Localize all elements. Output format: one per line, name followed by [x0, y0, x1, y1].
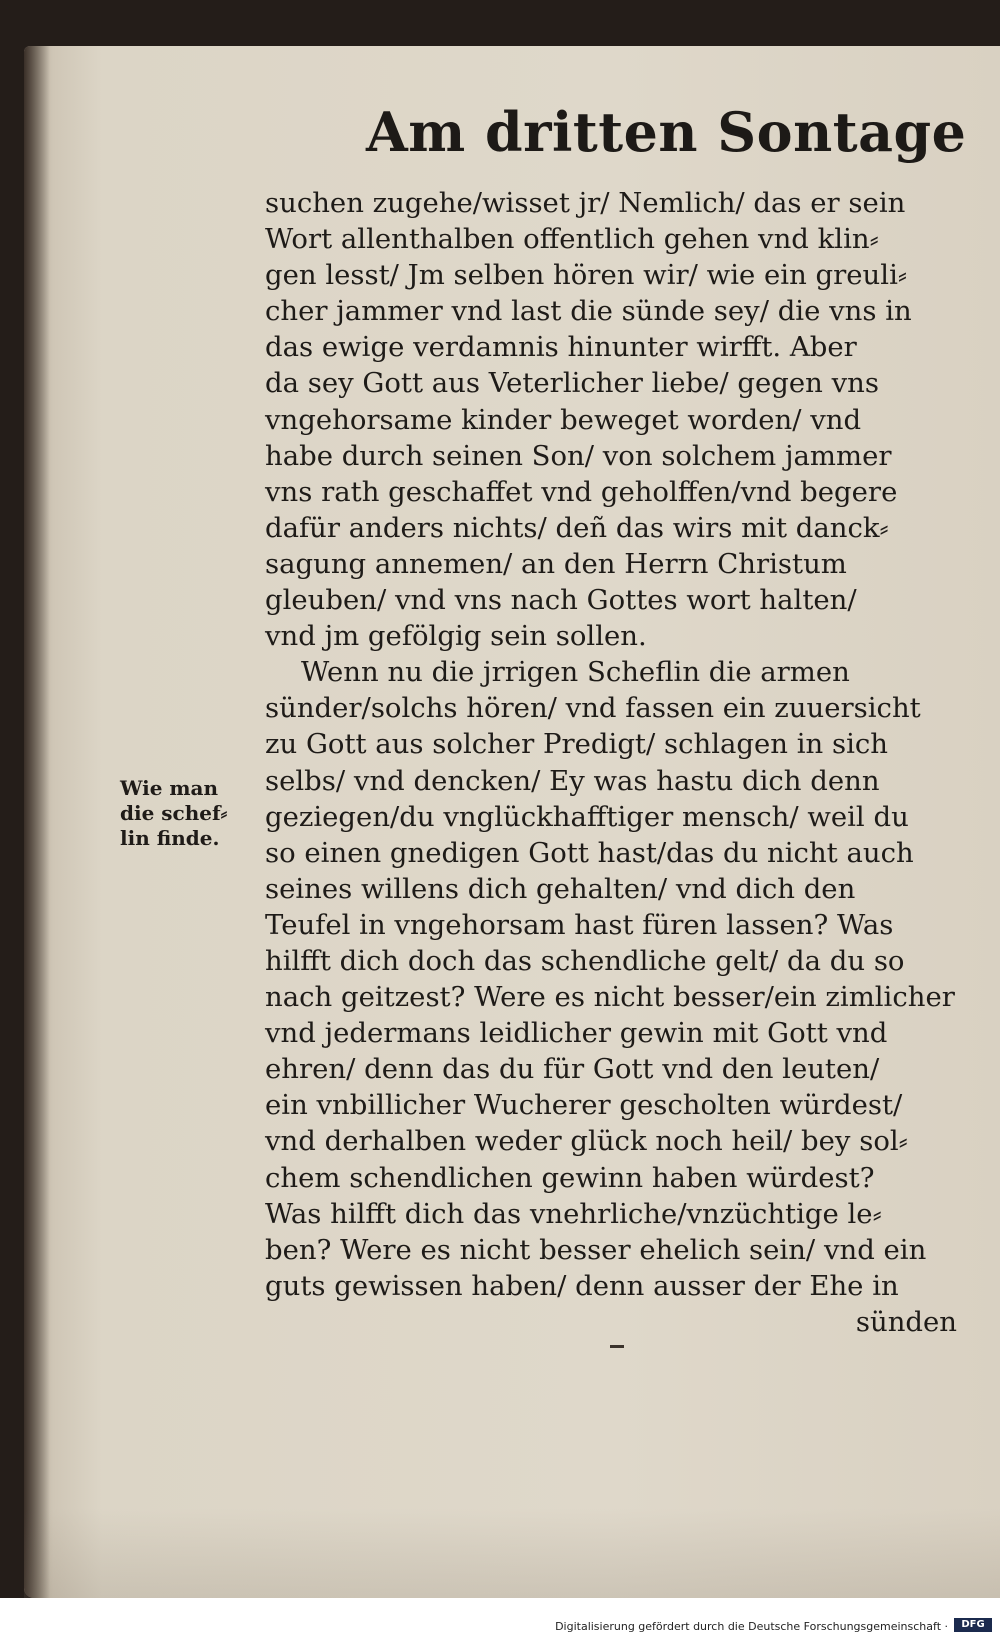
text-line: Teufel in vngehorsam hast füren lassen? Was	[265, 908, 894, 941]
text-line: das ewige verdamnis hinunter wirfft. Aber	[265, 331, 857, 364]
text-line: Wenn nu die jrrigen Scheflin die armen	[301, 656, 850, 689]
text-line: da sey Gott aus Veterlicher liebe/ gegen vns	[265, 367, 879, 400]
marginal-note	[120, 776, 260, 851]
text-line: sagung annemen/ an den Herrn Christum	[265, 547, 847, 580]
body-text	[265, 185, 965, 1340]
text-line: seines willens dich gehalten/ vnd dich den	[265, 872, 856, 905]
text-line: selbs/ vnd dencken/ Ey was hastu dich denn	[265, 764, 880, 797]
text-line: sünder/solchs hören/ vnd fassen ein zuuersicht	[265, 692, 921, 725]
text-line: geziegen/du vnglückhafftiger mensch/ weil du	[265, 800, 909, 833]
dfg-logo: DFG	[954, 1618, 992, 1632]
running-head: Am dritten Sontage	[366, 100, 967, 164]
text-line: gleuben/ vnd vns nach Gottes wort halten/	[265, 584, 857, 617]
printer-mark	[610, 1345, 624, 1348]
marginal-note-line: Wie man	[120, 776, 219, 800]
text-line: dafür anders nichts/ deñ das wirs mit danck⸗	[265, 511, 889, 544]
text-line: vnd jedermans leidlicher gewin mit Gott vnd	[265, 1017, 888, 1050]
page-bottom-fade	[24, 1508, 1000, 1598]
text-line: vngehorsame kinder beweget worden/ vnd	[265, 403, 862, 436]
marginal-note-line: die schef⸗	[120, 801, 228, 825]
text-line: gen lesst/ Jm selben hören wir/ wie ein greuli⸗	[265, 259, 908, 292]
marginal-note-line: lin finde.	[120, 826, 220, 850]
text-line: zu Gott aus solcher Predigt/ schlagen in sich	[265, 728, 889, 761]
text-line: hilfft dich doch das schendliche gelt/ da du so	[265, 944, 905, 977]
text-line: ein vnbillicher Wucherer gescholten würdest/	[265, 1089, 903, 1122]
gutter-shadow	[24, 46, 50, 1598]
text-line: habe durch seinen Son/ von solchem jammer	[265, 439, 892, 472]
text-line: chem schendlichen gewinn haben würdest?	[265, 1161, 875, 1194]
text-line: vnd derhalben weder glück noch heil/ bey sol⸗	[265, 1125, 908, 1158]
text-line: ben? Were es nicht besser ehelich sein/ vnd ein	[265, 1233, 927, 1266]
text-line: Wort allenthalben offentlich gehen vnd klin⸗	[265, 223, 879, 256]
text-line: vns rath geschaffet vnd geholffen/vnd begere	[265, 475, 898, 508]
text-line: Was hilfft dich das vnehrliche/vnzüchtige le⸗	[265, 1197, 882, 1230]
text-line: so einen gnedigen Gott hast/das du nicht auch	[265, 836, 914, 869]
text-line: nach geitzest? Were es nicht besser/ein zimlicher	[265, 981, 955, 1014]
text-line: vnd jm gefölgig sein sollen.	[265, 620, 647, 653]
text-line: ehren/ denn das du für Gott vnd den leuten/	[265, 1053, 880, 1086]
catchword: sünden	[855, 1305, 957, 1338]
text-line: suchen zugehe/wisset jr/ Nemlich/ das er sein	[265, 187, 906, 219]
text-line: cher jammer vnd last die sünde sey/ die vns in	[265, 295, 912, 328]
text-line: guts gewissen haben/ denn ausser der Ehe in	[265, 1269, 899, 1302]
funding-credit: Digitalisierung gefördert durch die Deutsche Forschungsgemeinschaft ·	[555, 1620, 948, 1633]
